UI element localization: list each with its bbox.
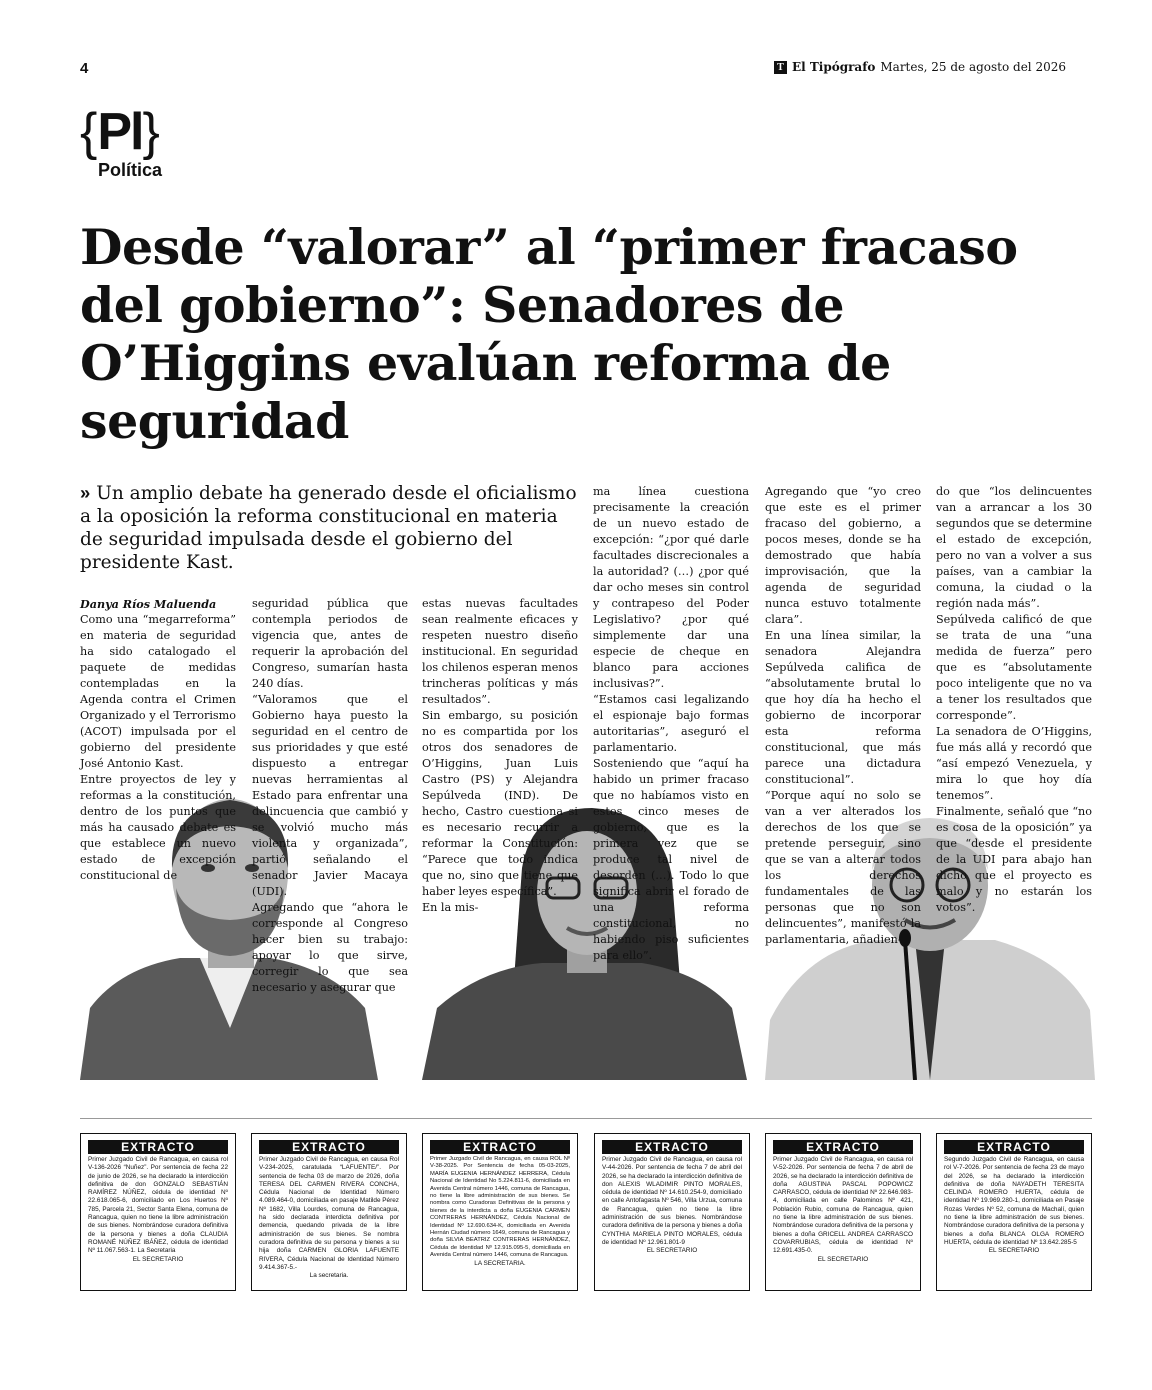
paragraph: ma línea cuestiona precisamente la creación de un nuevo estado de excepción: “¿por qué darle facultades discrecionales a la autoridad? (…) ¿por qué dar ocho meses sin control y contrapeso del Poder Legislativo? ¿por qué simplemente dar una especie de cheque en blanco para acciones inclusivas?”. (593, 485, 749, 690)
section-mark: {Pl} (80, 103, 160, 161)
legal-notice-body: Primer Juzgado Civil de Rancagua, en causa rol V-44-2026. Por sentencia de fecha 7 de abril del 2026, se ha declarado la interdicción definitiva de don ALEXIS WLADIMIR PINTO MORALES, cédula de identidad Nº 14.610.254-9, domiciliado en calle Antofagasta Nº 546, Villa Urzua, comuna de Rancagua, quien no tiene la libre administración de sus bienes. Nombrándose curadora definitiva de la persona y bienes a doña CYNTHIA MARIELA PINTO MORALES, cédula de identidad Nº 12.961.801-9 (602, 1156, 742, 1246)
article-column-3 (422, 596, 578, 916)
paragraph: Sin embargo, su posición no es compartida por los otros dos senadores de O’Higgins, Juan Luis Castro (PS) y Alejandra Sepúlveda (IND). De hecho, Castro cuestiona si es necesario recurrir a reformar la Constitución: “Parece que todo indica que no, sino que tiene que haber leyes específica”. (422, 709, 578, 898)
legal-notice-signature: EL SECRETARIO (817, 1255, 869, 1263)
article-headline: Desde “valorar” al “primer fracaso del gobierno”: Senadores de O’Higgins evalúan reforma de seguridad (80, 218, 1018, 450)
paragraph: Entre proyectos de ley y reformas a la constitución, dentro de los puntos que más ha causado debate es que establece un nuevo estado de excepción constitucional de (80, 773, 236, 882)
section-divider (80, 1118, 1092, 1119)
paragraph: do que “los delincuentes van a arrancar a los 30 segundos que se determine el estado de excepción, pero no van a volver a sus países, van a cambiar la comuna, la ciudad o la región nada más”. (936, 485, 1092, 610)
article-column-1 (80, 596, 236, 884)
paragraph: Agregando que “ahora le corresponde al Congreso hacer bien su trabajo: apoyar lo que sirve, corregir lo que sea necesario y asegurar que (252, 901, 408, 994)
legal-notice-title: EXTRACTO (259, 1140, 399, 1154)
paragraph: Finalmente, señaló que “no es cosa de la oposición” ya que “desde el presidente de la UDI para abajo han dicho que el proyecto es malo y no estarán los votos”. (936, 805, 1092, 914)
legal-notice-signature: EL SECRETARIO (132, 1255, 184, 1263)
paragraph: En una línea similar, la senadora Alejandra Sepúlveda califica de “absolutamente brutal lo que hoy día ha hecho el gobierno de incorporar esta reforma constitucional, que más parece una dictadura constitucional”. (765, 629, 921, 786)
article-column-5 (765, 484, 921, 948)
article-column-2 (252, 596, 408, 996)
legal-notice-body: Primer Juzgado Civil de Rancagua, en causa rol V-52-2026. Por sentencia de fecha 7 de abril de 2026, se ha declarado la interdicción definitiva de doña AGUSTINA PASCAL POPOWICZ CARRASCO, cédula de identidad Nº 22.646.983-4, domiciliada en calle Palominos Nº 421, Población Rubio, comuna de Rancagua, quien no tiene la libre administración de sus bienes. Nombrándose curadora definitiva de la persona y bienes a doña GRICELL ANDREA CARRASCO COVARRUBIAS, cédula de identidad Nº 12.691.435-0. (773, 1156, 913, 1255)
newspaper-name: El Tipógrafo (791, 60, 876, 74)
newspaper-logo-icon: T (774, 61, 787, 74)
legal-notice (765, 1133, 921, 1291)
legal-notice-body: Primer Juzgado Civil de Rancagua, en causa Rol V-234-2025, caratulada “LAFUENTE/”. Por sentencia de fecha 03 de marzo de 2026, doña TERESA DEL CARMEN RIVERA CONCHA, Cédula Nacional de Identidad Número 4.089.464-0, domiciliada en pasaje Matilde Pérez Nº 1682, Villa Lourdes, comuna de Rancagua, ha sido declarada interdicta definitiva por demencia, quedando privada de la libre administración de sus bienes. Se nombra curadora definitiva de su persona y bienes a su hija doña CARMEN GLORIA LAFUENTE RIVERA, Cédula Nacional de Identidad Número 9.414.367-5.- (259, 1156, 399, 1271)
paragraph: “Estamos casi legalizando el espionaje bajo formas autoritarias”, aseguró el parlamentario. Sosteniendo que “aquí ha habido un primer fracaso que no habíamos visto en estos cinco meses de gobierno, que es la primera vez que se produce tal nivel de desorden (…). Todo lo que significa abrir el forado de una reforma constitucional, no habiendo piso suficientes para ello”. (593, 693, 749, 962)
issue-date: Martes, 25 de agosto del 2026 (880, 60, 1066, 74)
paragraph: estas nuevas facultades sean realmente eficaces y respeten nuestro diseño institucional. En seguridad los chilenos esperan menos trincheras políticas y más resultados”. (422, 597, 578, 706)
lead-text: Un amplio debate ha generado desde el oficialismo a la oposición la reforma constitucional en materia de seguridad impulsada desde el gobierno del presidente Kast. (80, 483, 577, 573)
legal-notice-title: EXTRACTO (602, 1140, 742, 1154)
paragraph: “Valoramos que el Gobierno haya puesto la seguridad en el centro de sus prioridades y que esté dispuesto a entregar nuevas herramientas al Estado para enfrentar una delincuencia que cambió y se volvió mucho más violenta y organizada”, partió señalando el senador Javier Macaya (UDI). (252, 693, 408, 898)
legal-notice (422, 1133, 578, 1291)
byline: Danya Ríos Maluenda (80, 597, 217, 611)
legal-notice (936, 1133, 1092, 1291)
paragraph: Sepúlveda calificó de que se trata de una “una medida de fuerza” pero que es “absolutamente poco inteligente que no va a tener los resultados que corresponde”. (936, 613, 1092, 722)
paragraph: En la mis- (422, 901, 479, 914)
paragraph: seguridad pública que contempla periodos de vigencia que, antes de requerir la aprobación del Congreso, sumarían hasta 240 días. (252, 597, 408, 690)
masthead (774, 60, 1066, 74)
section-logo (80, 100, 200, 181)
legal-notice-body: Primer Juzgado Civil de Rancagua, en causa ROL Nº V-38-2025. Por Sentencia de fecha 05-03-2025, MARÍA EUGENIA HERNÁNDEZ HERRERA, Cédula Nacional de Identidad No 5.224.811-6, domiciliada en Avenida Central número 1446, comuna de Rancagua, no tiene la libre administración de sus bienes. Se nombra como Curadoras Definitivas de la persona y bienes de la interdicta a doña EUGENIA CARMEN CONTRERAS HERNÁNDEZ, Cédula Nacional de Identidad Nº 12.690.634-K, domiciliada en Avenida Hernán Ciudad número 1649, comuna de Rancagua y doña SILVIA BEATRIZ CONTRERAS HERNÁNDEZ, Cédula de Identidad Nº 12.915.095-5, domiciliada en Avenida Central número 1446, comuna de Rancagua. (430, 1156, 570, 1259)
legal-notice (594, 1133, 750, 1291)
legal-notice-signature: EL SECRETARIO (646, 1247, 698, 1255)
article-lead (80, 481, 580, 574)
legal-notice-body: Segundo Juzgado Civil de Rancagua, en causa rol V-7-2026. Por sentencia de fecha 23 de mayo del 2026, se ha declarado la interdicción definitiva de doña NAYADETH TERESITA CELINDA ROMERO HUERTA, cédula de identidad Nº 19.969.280-1, domiciliada en Pasaje Rozas Verdes Nº 52, comuna de Machalí, quien no tiene la libre administración de sus bienes. Nombrándose curadora definitiva de la persona y bienes a doña BLANCA OLGA ROMERO HUERTA, cédula de identidad Nº 13.642.285-5 (944, 1156, 1084, 1246)
legal-notice-title: EXTRACTO (430, 1140, 570, 1154)
paragraph: “Porque aquí no solo se van a ver alterados los derechos de los que se pretende perseguir, sino que se van a alterar todos los derechos fundamentales de las personas que no son delincuentes”, manifestó la parlamentaria, añadien- (765, 789, 921, 946)
section-label: Política (98, 160, 163, 180)
legal-notice-body: Primer Juzgado Civil de Rancagua, en causa rol V-136-2026 “Nuñez”. Por sentencia de fecha 22 de junio de 2026, se ha declarado la interdicción definitiva de don GONZALO SEBASTIÁN RAMÍREZ NÚÑEZ, cédula de identidad Nº 22.618.065-6, domiciliado en Los Huertos Nº 785, Parcela 21, Sector Santa Elena, comuna de Rancagua, quien no tiene la libre administración de sus bienes. Nombrándose curadora definitiva de la persona y bienes a doña CLAUDIA ROMANÉ NÚÑEZ IBÁÑEZ, cédula de identidad Nº 11.067.563-1. La Secretaria (88, 1156, 228, 1255)
paragraph: Como una “megarreforma” en materia de seguridad ha sido catalogado el paquete de medidas contempladas en la Agenda contra el Crimen Organizado y el Terrorismo (ACOT) impulsada por el gobierno del presidente José Antonio Kast. (80, 613, 236, 770)
article-column-4 (593, 484, 749, 964)
article-column-6 (936, 484, 1092, 916)
lead-chevron-icon: » (80, 482, 91, 503)
legal-notice-signature: LA SECRETARIA. (474, 1259, 526, 1267)
legal-notice-title: EXTRACTO (88, 1140, 228, 1154)
legal-notice (251, 1133, 407, 1291)
page-number: 4 (80, 60, 89, 77)
legal-notice-title: EXTRACTO (944, 1140, 1084, 1154)
paragraph: La senadora de O’Higgins, fue más allá y recordó que “así empezó Venezuela, y mira lo que hoy día tenemos”. (936, 725, 1092, 802)
legal-notice-signature: EL SECRETARIO (988, 1247, 1040, 1255)
legal-notice (80, 1133, 236, 1291)
legal-notice-signature: La secretaria. (309, 1272, 349, 1280)
legal-notice-title: EXTRACTO (773, 1140, 913, 1154)
paragraph: Agregando que “yo creo que este es el primer fracaso del gobierno, a pocos meses, donde se ha demostrado que había improvisación, que la agenda de seguridad nunca estuvo totalmente clara”. (765, 485, 921, 626)
